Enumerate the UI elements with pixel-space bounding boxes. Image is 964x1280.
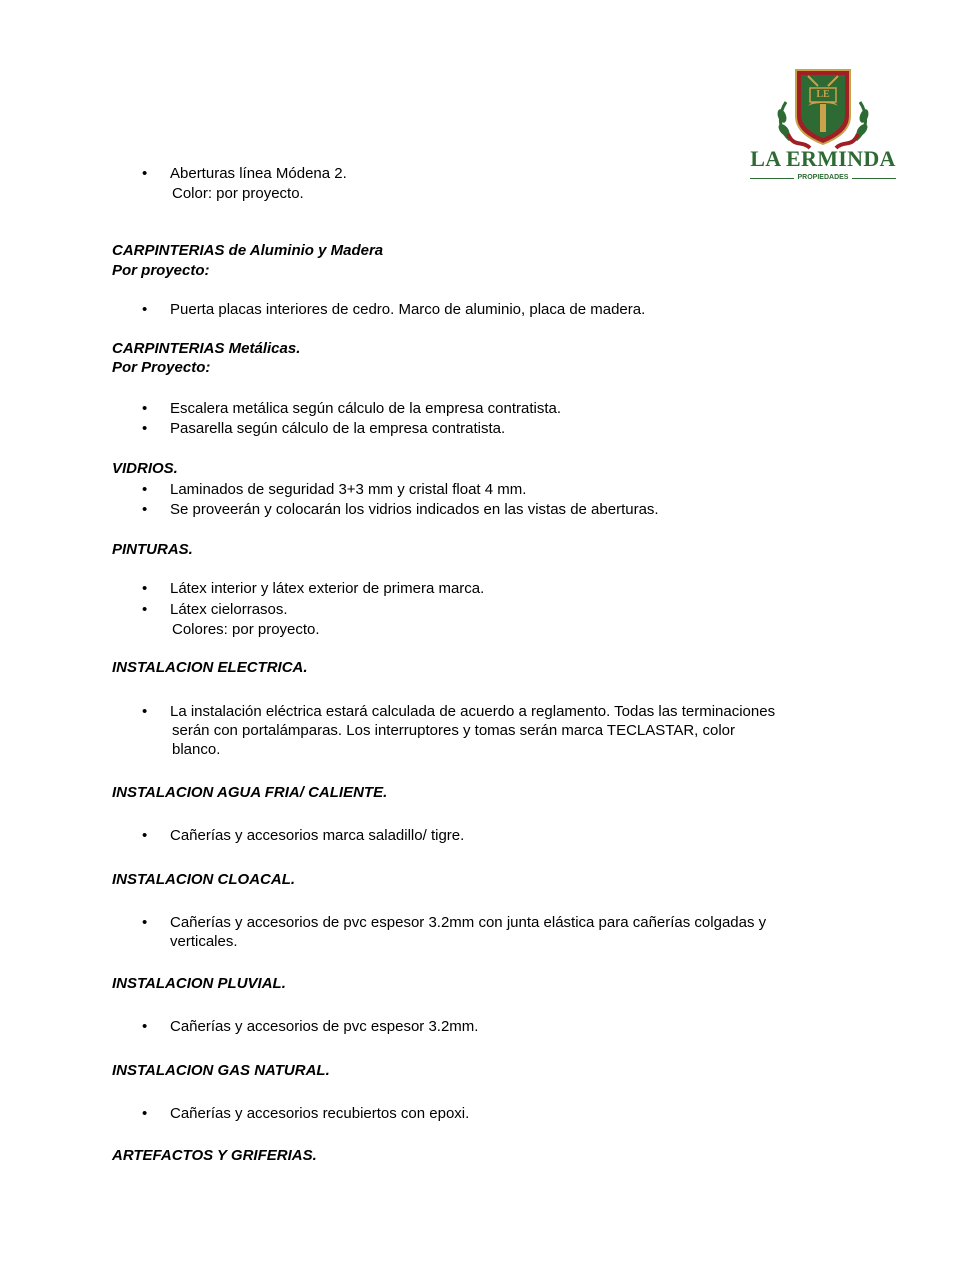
bullet-icon: •: [142, 827, 148, 844]
bullet-icon: •: [142, 301, 148, 318]
bullet-icon: •: [142, 420, 148, 437]
section-title: INSTALACION ELECTRICA.: [112, 659, 308, 676]
logo-name: LA ERMINDA: [750, 146, 896, 171]
section-title: VIDRIOS.: [112, 460, 178, 477]
list-item-line: serán con portalámparas. Los interruptores y tomas serán marca TECLASTAR, color: [172, 722, 736, 739]
list-item-line: verticales.: [170, 933, 238, 950]
list-item: Laminados de seguridad 3+3 mm y cristal float 4 mm.: [170, 481, 527, 498]
bullet-icon: •: [142, 914, 148, 931]
logo-tagline: PROPIEDADES: [797, 174, 849, 181]
section-title: CARPINTERIAS de Aluminio y Madera: [112, 242, 384, 259]
list-item: Cañerías y accesorios de pvc espesor 3.2mm.: [170, 1018, 479, 1035]
company-logo: [738, 64, 908, 186]
section-subtitle: Por proyecto:: [112, 262, 210, 279]
logo-divider-right: [852, 178, 896, 179]
list-item: Se proveerán y colocarán los vidrios indicados en las vistas de aberturas.: [170, 501, 659, 518]
section-title: INSTALACION PLUVIAL.: [112, 975, 286, 992]
section-title: INSTALACION AGUA FRIA/ CALIENTE.: [112, 784, 388, 801]
bullet-icon: •: [142, 165, 148, 182]
list-item: Pasarella según cálculo de la empresa contratista.: [170, 420, 506, 437]
list-item: Puerta placas interiores de cedro. Marco de aluminio, placa de madera.: [170, 301, 646, 318]
list-item-line: blanco.: [172, 741, 221, 758]
intro-item: Aberturas línea Módena 2.: [170, 165, 347, 182]
bullet-icon: •: [142, 481, 148, 498]
bullet-icon: •: [142, 501, 148, 518]
list-item: Látex interior y látex exterior de primera marca.: [170, 580, 485, 597]
list-item: Látex cielorrasos.: [170, 601, 288, 618]
logo-monogram: LE: [816, 89, 830, 100]
section-title: PINTURAS.: [112, 541, 193, 558]
list-item-line: Cañerías y accesorios de pvc espesor 3.2mm con junta elástica para cañerías colgadas y: [170, 914, 767, 931]
list-item-note: Colores: por proyecto.: [172, 621, 320, 638]
list-item: Escalera metálica según cálculo de la empresa contratista.: [170, 400, 562, 417]
section-subtitle: Por Proyecto:: [112, 359, 211, 376]
bullet-icon: •: [142, 601, 148, 618]
section-title: INSTALACION GAS NATURAL.: [112, 1062, 330, 1079]
section-title: CARPINTERIAS Metálicas.: [112, 340, 301, 357]
bullet-icon: •: [142, 1018, 148, 1035]
list-item-line: La instalación eléctrica estará calculada de acuerdo a reglamento. Todas las terminaciones: [170, 703, 776, 720]
list-item: Cañerías y accesorios recubiertos con epoxi.: [170, 1105, 470, 1122]
intro-note: Color: por proyecto.: [172, 185, 304, 202]
bullet-icon: •: [142, 400, 148, 417]
bullet-icon: •: [142, 580, 148, 597]
section-title: INSTALACION CLOACAL.: [112, 871, 296, 888]
list-item: Cañerías y accesorios marca saladillo/ tigre.: [170, 827, 465, 844]
section-title: ARTEFACTOS Y GRIFERIAS.: [112, 1147, 317, 1164]
bullet-icon: •: [142, 703, 148, 720]
bullet-icon: •: [142, 1105, 148, 1122]
